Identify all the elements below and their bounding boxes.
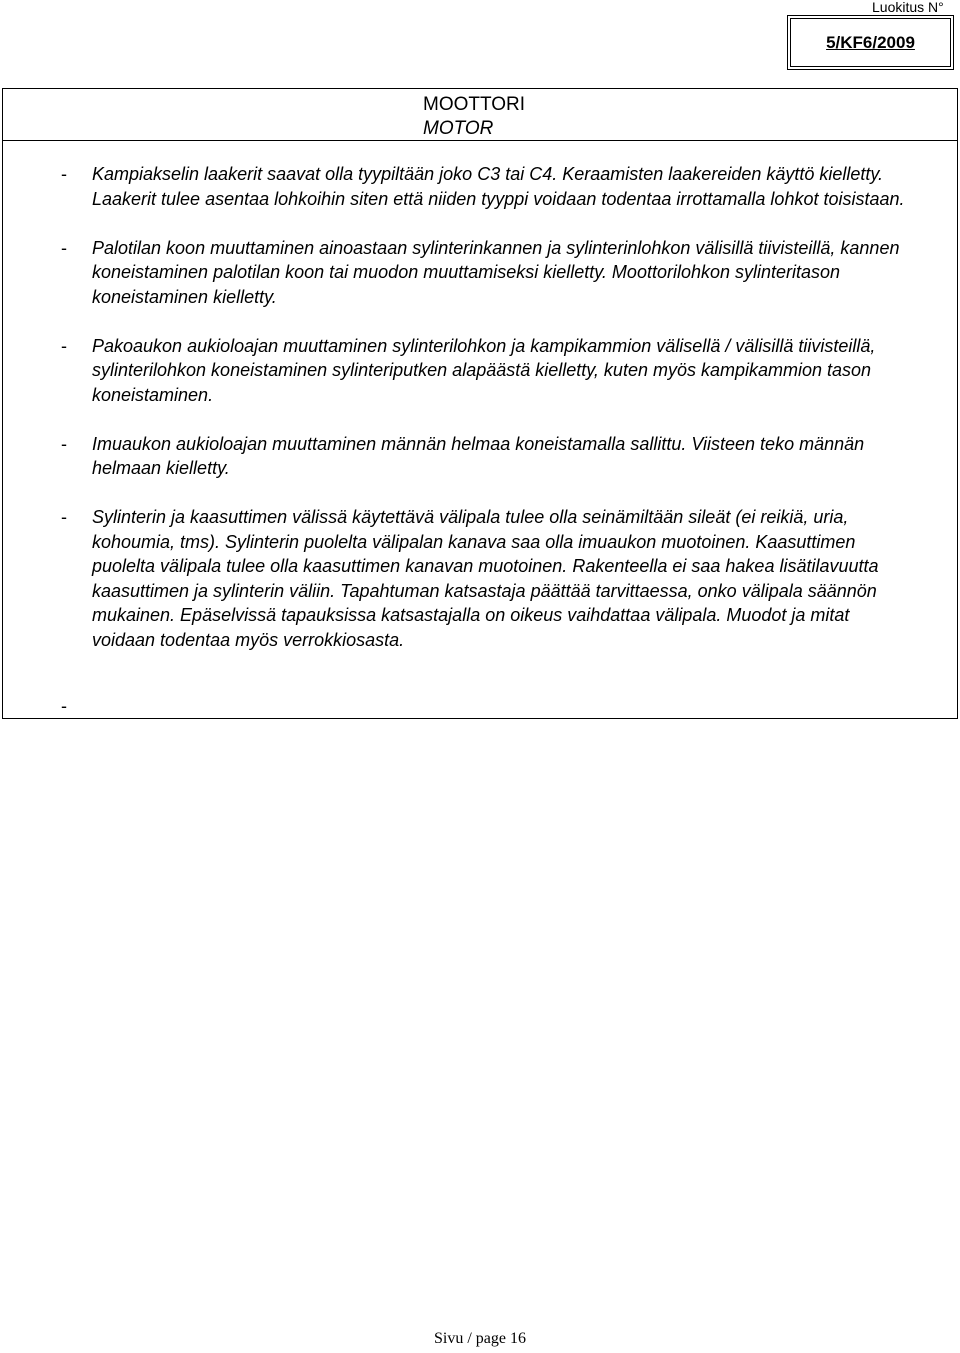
list-dash: - <box>61 433 67 454</box>
classification-label: Luokitus N° <box>872 0 944 15</box>
rule-item <box>3 162 957 211</box>
section-header <box>3 89 957 141</box>
rule-text: Kampiakselin laakerit saavat olla tyypiltään joko C3 tai C4. Keraamisten laakereiden käyttö kielletty. Laakerit tulee asentaa lohkoihin siten että niiden tyyppi voidaan todentaa irrottamalla lohkot toisistaan. <box>92 164 905 209</box>
rule-item <box>3 505 957 652</box>
rules-table <box>2 88 958 719</box>
rule-text: Palotilan koon muuttaminen ainoastaan sylinterinkannen ja sylinterinlohkon välisillä tiivisteillä, kannen koneistaminen palotilan koon tai muodon muuttamiseksi kielletty. Moottorilohkon sylinteritason koneistaminen kielletty. <box>92 237 900 307</box>
section-title <box>423 93 525 141</box>
document-number-box <box>787 15 954 70</box>
rule-text: Sylinterin ja kaasuttimen välissä käytettävä välipala tulee olla seinämiltään sileät (ei reikiä, uria, kohoumia, tms). Sylinterin puolelta välipalan kanava saa olla imuaukon muotoinen. Kaasuttimen puolelta välipala tulee olla kaasuttimen kanavan muotoinen. Rakenteella ei saa hakea lisätilavuutta kaasuttimen ja sylinterin väliin. Tapahtuman katsastaja päättää tarvittaessa, onko välipala säännön mukainen. Epäselvissä tapauksissa katsastajalla on oikeus vaihdattaa välipala. Muodot ja mitat voidaan todentaa myös verrokkiosasta. <box>92 507 879 650</box>
document-number: 5/KF6/2009 <box>790 18 951 67</box>
list-dash: - <box>61 164 67 184</box>
rule-text: Imuaukon aukioloajan muuttaminen männän helmaa koneistamalla sallittu. Viisteen teko männän helmaan kielletty. <box>92 433 865 478</box>
rule-item <box>3 236 957 310</box>
rule-item <box>3 432 957 481</box>
rule-text: Pakoaukon aukioloajan muuttaminen sylinterilohkon ja kampikammion välisellä / välisillä tiivisteillä, sylinterilohkon koneistaminen sylinteriputken alapäästä kielletty, kuten myös kampikammion tason koneistaminen. <box>92 335 876 405</box>
page-number: Sivu / page 16 <box>434 1330 526 1347</box>
section-title-en: MOTOR <box>423 118 494 139</box>
list-dash: - <box>61 507 67 527</box>
section-title-fi: MOOTTORI <box>423 94 526 115</box>
list-dash: - <box>61 335 67 356</box>
rule-item <box>3 334 957 408</box>
rule-list <box>3 162 957 677</box>
empty-list-dash: - <box>61 696 67 716</box>
list-dash: - <box>61 237 67 258</box>
